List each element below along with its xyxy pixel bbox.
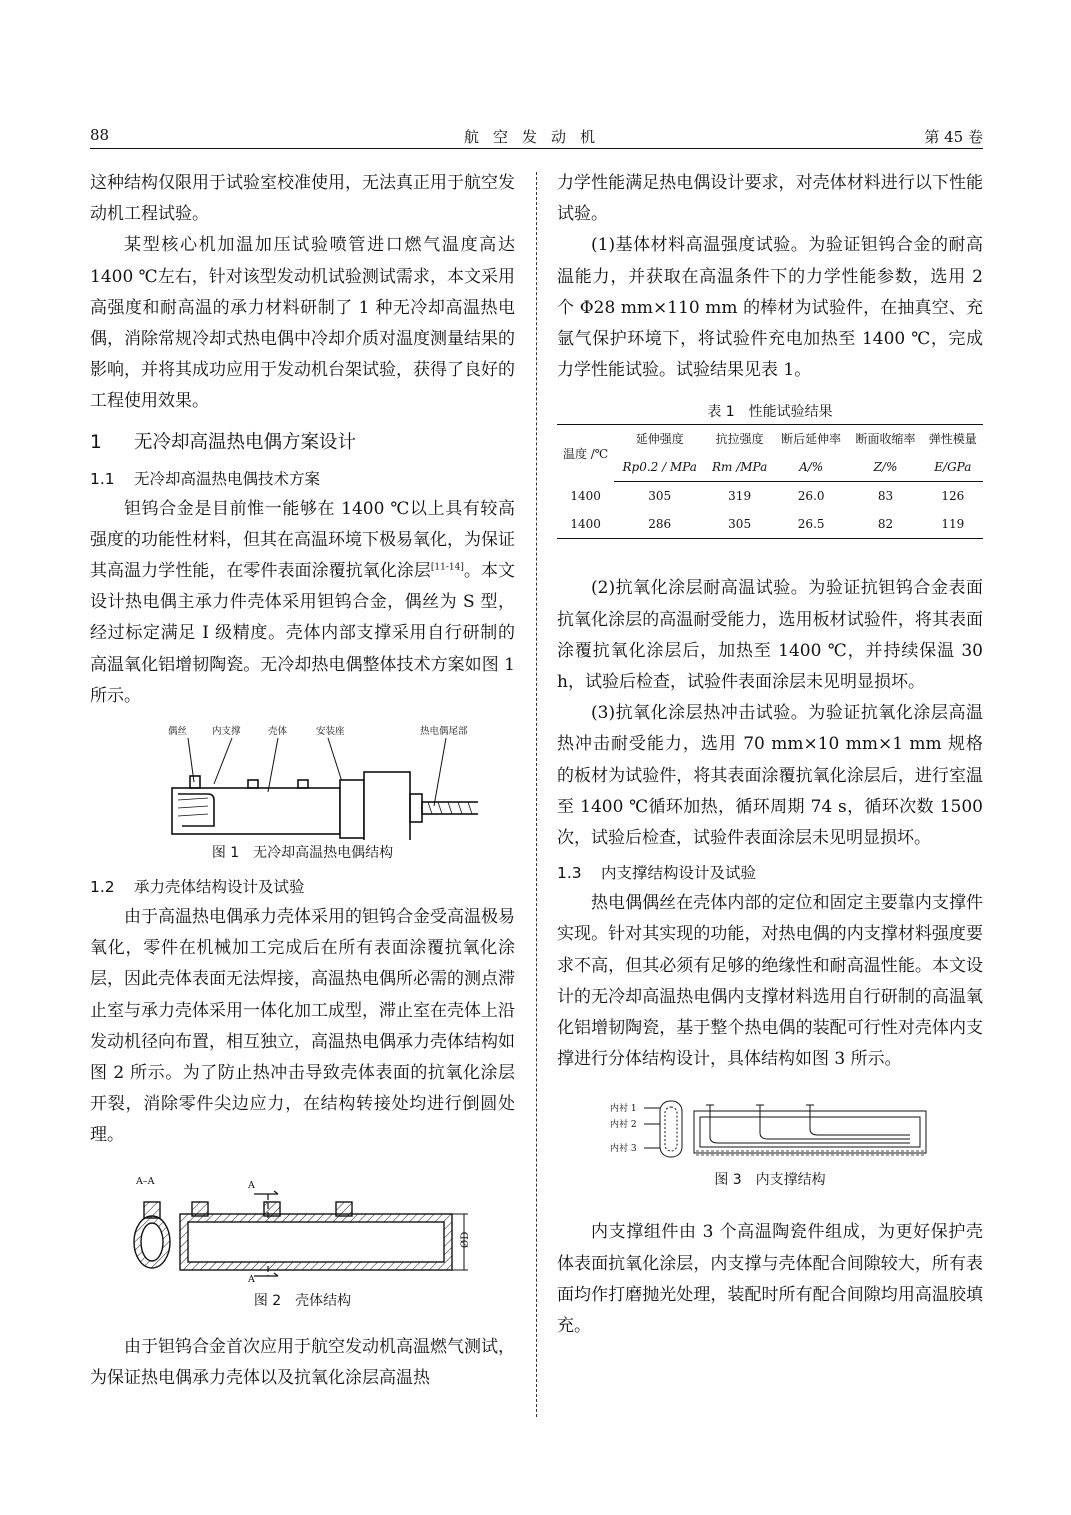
table-cell: 286: [614, 510, 705, 539]
results-table: [557, 424, 983, 539]
section-heading: [90, 430, 515, 456]
subsection-heading: [557, 858, 983, 888]
paragraph: [90, 494, 515, 712]
section-arrow-top: A: [247, 1179, 255, 1191]
subsection-title: 承力壳体结构设计及试验: [134, 878, 305, 897]
table-header: 弹性模量: [923, 425, 983, 454]
paragraph: 由于钽钨合金首次应用于航空发动机高温燃气测试，为保证热电偶承力壳体以及抗氧化涂层高温热: [90, 1336, 515, 1388]
figure-number: 图 3: [714, 1172, 742, 1189]
figure-number: 图 2: [253, 1292, 282, 1309]
table-unit: Rm /MPa: [705, 453, 774, 482]
table-header: 断后延伸率: [774, 425, 848, 454]
fig1-label-mount: 安装座: [315, 726, 345, 738]
table-number: 表 1: [707, 404, 735, 421]
subsection-number: 1.3: [557, 864, 582, 883]
volume-label: 第 45 卷: [924, 128, 983, 146]
figure-3: [557, 1097, 983, 1193]
subsection-number: 1.2: [90, 878, 115, 897]
paragraph-text: 。本文设计热电偶主承力件壳体采用钽钨合金，偶丝为 S 型，经过标定满足 I 级精度。壳体内部支撑采用自行研制的高温氧化铝增韧陶瓷。无冷却热电偶整体技术方案如图 1 所示。: [90, 561, 516, 706]
page-number: 88: [90, 126, 110, 144]
subsection-number: 1.1: [90, 469, 115, 488]
fig1-label-support: 内支撑: [211, 726, 241, 738]
column-divider: [536, 172, 537, 1417]
figure-caption: [557, 1167, 983, 1193]
table-unit: Z/%: [848, 453, 922, 482]
table-cell: 305: [648, 489, 672, 504]
table-cell: 1400: [557, 510, 614, 539]
figure-1: [90, 722, 515, 866]
fig3-label-liner2: 内衬 2: [610, 1120, 637, 1131]
figure-title: 内支撑结构: [755, 1172, 826, 1189]
table-unit: Rp0.2 / MPa: [614, 453, 705, 482]
figure-caption: [90, 1288, 515, 1314]
table-cell: 26.5: [774, 510, 848, 539]
shell-structure-diagram: [128, 1172, 478, 1288]
paragraph: 热电偶偶丝在壳体内部的定位和固定主要靠内支撑件实现。针对其实现的功能，对热电偶的内支撑材料强度要求不高，但其必须有足够的绝缘性和耐高温性能。本文设计的无冷却高温热电偶内支撑材料选用自行研制的高温氧化铝增韧陶瓷，基于整个热电偶的装配可行性对壳体内支撑进行分体结构设计，具体结构如图 3 所示。: [557, 893, 983, 1070]
section-label: A–A: [135, 1175, 154, 1187]
subsection-heading: [90, 464, 515, 494]
paragraph: 这种结构仅限用于试验室校准使用，无法真正用于航空发动机工程试验。: [90, 173, 515, 225]
table-header: 抗拉强度: [705, 425, 774, 454]
paragraph: 内支撑组件由 3 个高温陶瓷件组成，为更好保护壳体表面抗氧化涂层，内支撑与壳体配合间隙较大，所有表面均作打磨抛光处理，装配时所有配合间隙均用高温胶填充。: [557, 1222, 983, 1337]
table-cell: 1400: [570, 489, 601, 504]
paragraph: 力学性能满足热电偶设计要求，对壳体材料进行以下性能试验。: [557, 173, 983, 225]
paragraph: 由于高温热电偶承力壳体采用的钽钨合金受高温极易氧化，零件在机械加工完成后在所有表面涂覆抗氧化涂层，因此壳体表面无法焊接，高温热电偶所必需的测点滞止室与承力壳体采用一体化加工成型，滞止室在壳体上沿发动机径向布置，相互独立，高温热电偶承力壳体结构如图 2 所示。为了防止热冲击导致壳体表面的抗氧化涂层开裂，消除零件尖边应力，在结构转接处均进行倒圆处理。: [90, 907, 515, 1146]
table-title: 性能试验结果: [748, 404, 833, 421]
figure-title: 壳体结构: [295, 1292, 352, 1309]
page-header: [90, 118, 983, 149]
paragraph: (1)基体材料高温强度试验。为验证钽钨合金的耐高温能力，并获取在高温条件下的力学性能参数，选用 2 个 Φ28 mm×110 mm 的棒材为试验件，在抽真空、充氩气保护环境下，将试验件充电加热至 1400 ℃，完成力学性能试验。试验结果见表 1。: [557, 235, 983, 381]
table-cell: 305: [705, 510, 774, 539]
journal-title: 航空发动机: [463, 128, 609, 146]
paragraph: (3)抗氧化涂层热冲击试验。为验证抗氧化涂层高温热冲击耐受能力，选用 70 mm×10 mm×1 mm 规格的板材为试验件，将其表面涂覆抗氧化涂层后，进行室温至 1400 ℃循环加热，循环周期 74 s，循环次数 1500 次，试验后检查，试验件表面涂层未见明显损坏。: [557, 703, 983, 849]
figure-title: 无冷却高温热电偶结构: [253, 845, 394, 862]
subsection-title: 无冷却高温热电偶技术方案: [134, 469, 321, 488]
table-cell: 119: [923, 510, 983, 539]
table-row: [557, 510, 983, 539]
fig3-label-liner1: 内衬 1: [610, 1104, 637, 1115]
section-arrow-bottom: A: [247, 1273, 255, 1285]
table-unit: A/%: [774, 453, 848, 482]
diameter-label: ØD: [459, 1231, 471, 1248]
table-header: 断面收缩率: [848, 425, 922, 454]
section-number: 1: [90, 431, 102, 453]
table-header: 延伸强度: [614, 425, 705, 454]
fig1-label-shell: 壳体: [267, 726, 287, 738]
table-row: [557, 482, 983, 511]
figure-number: 图 1: [211, 845, 240, 862]
table-cell: 82: [848, 510, 922, 539]
left-column: [90, 168, 515, 1394]
subsection-title: 内支撑结构设计及试验: [601, 864, 757, 883]
paragraph: 某型核心机加温加压试验喷管进口燃气温度高达 1400 ℃左右，针对该型发动机试验测试需求，本文采用高强度和耐高温的承力材料研制了 1 种无冷却高温热电偶，消除常规冷却式热电偶中冷却介质对温度测量结果的影响，并将其成功应用于发动机台架试验，获得了良好的工程使用效果。: [90, 235, 515, 412]
table-cell: 26.0: [797, 489, 825, 504]
inner-support-diagram: [610, 1097, 930, 1167]
subsection-heading: [90, 872, 515, 902]
paragraph-text: 钽钨合金是目前惟一能够在 1400 ℃以上具有较高强度的功能性材料，但其在高温环境下极易氧化，为保证其高温力学性能，在零件表面涂覆抗氧化涂层: [90, 498, 515, 582]
table-cell: 126: [941, 489, 965, 504]
fig1-label-wire: 偶丝: [167, 726, 187, 738]
fig3-label-liner3: 内衬 3: [610, 1144, 637, 1155]
figure-caption: [90, 840, 515, 866]
table-cell: 83: [877, 489, 894, 504]
fig1-label-tail: 热电偶尾部: [419, 726, 468, 738]
citation: [11-14]: [430, 562, 464, 573]
figure-2: [90, 1172, 515, 1314]
paragraph: (2)抗氧化涂层耐高温试验。为验证抗钽钨合金表面抗氧化涂层的高温耐受能力，选用板材试验件，将其表面涂覆抗氧化涂层后，加热至 1400 ℃，并持续保温 30 h，试验后检查，试验件表面涂层未见明显损坏。: [557, 578, 983, 693]
table-cell: 319: [728, 489, 752, 504]
right-column: [557, 168, 983, 1342]
table-header-temperature: 温度 /℃: [557, 425, 614, 482]
section-title: 无冷却高温热电偶方案设计: [134, 431, 357, 453]
table-unit: E/GPa: [923, 453, 983, 482]
table-caption: [557, 400, 983, 424]
thermocouple-structure-diagram: [128, 722, 478, 840]
